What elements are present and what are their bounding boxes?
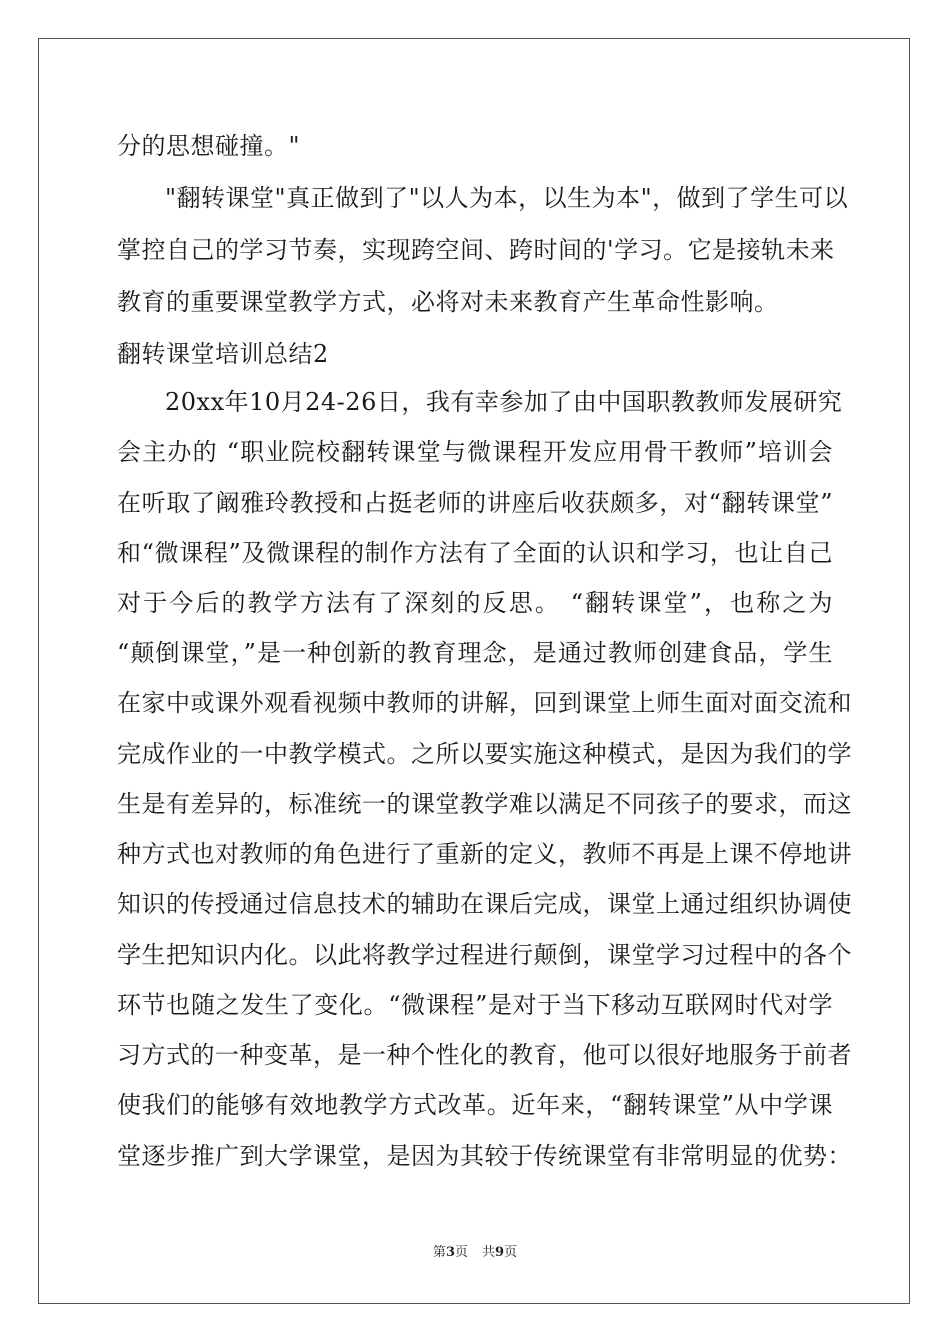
text-line: 种方式也对教师的角色进行了重新的定义，教师不再是上课不停地讲 [117,840,852,868]
text-line: 完成作业的一中教学模式。之所以要实施这种模式，是因为我们的学 [117,740,852,768]
text-line: 掌控自己的学习节奏，实现跨空间、跨时间的'学习。它是接轨未来 [117,236,835,264]
text-line: 生是有差异的，标准统一的课堂教学难以满足不同孩子的要求，而这 [117,790,852,818]
text-line: 习方式的一种变革，是一种个性化的教育，他可以很好地服务于前者 [117,1041,852,1069]
text-line: “颠倒课堂，”是一种创新的教育理念，是通过教师创建食品，学生 [117,639,833,667]
section-heading: 翻转课堂培训总结2 [117,340,329,368]
text-line: 教育的重要课堂教学方式，必将对未来教育产生革命性影响。 [117,288,779,316]
text-line: 学生把知识内化。以此将教学过程进行颠倒，课堂学习过程中的各个 [117,941,852,969]
page-footer [0,1244,950,1262]
text-line: 知识的传授通过信息技术的辅助在课后完成，课堂上通过组织协调使 [117,890,852,918]
page-prefix: 第 [432,1245,446,1260]
total-prefix: 共 [482,1245,496,1260]
text-line: 会主办的 “职业院校翻转课堂与微课程开发应用骨干教师”培训会 [117,438,833,466]
text-line: 在听取了阚雅玲教授和占挺老师的讲座后收获颇多，对“翻转课堂” [117,489,833,517]
text-line: 堂逐步推广到大学课堂，是因为其较于传统课堂有非常明显的优势： [117,1142,852,1170]
total-suffix: 页 [504,1245,518,1260]
text-line: 20xx年10月24-26日，我有幸参加了由中国职教教师发展研究 [165,388,843,416]
text-line: "翻转课堂"真正做到了"以人为本，以生为本"，做到了学生可以 [165,184,849,212]
text-line: 环节也随之发生了变化。“微课程”是对于当下移动互联网时代对学 [117,991,833,1019]
page-number: 3 [445,1245,455,1260]
text-line: 和“微课程”及微课程的制作方法有了全面的认识和学习，也让自己 [117,539,833,567]
text-line: 使我们的能够有效地教学方式改革。近年来，“翻转课堂”从中学课 [117,1091,833,1119]
text-line: 分的思想碰撞。" [117,132,301,160]
page-suffix: 页 [454,1245,468,1260]
text-line: 对于今后的教学方法有了深刻的反思。 “翻转课堂”，也称之为 [117,589,833,617]
total-pages: 9 [495,1245,505,1260]
text-line: 在家中或课外观看视频中教师的讲解，回到课堂上师生面对面交流和 [117,689,852,717]
